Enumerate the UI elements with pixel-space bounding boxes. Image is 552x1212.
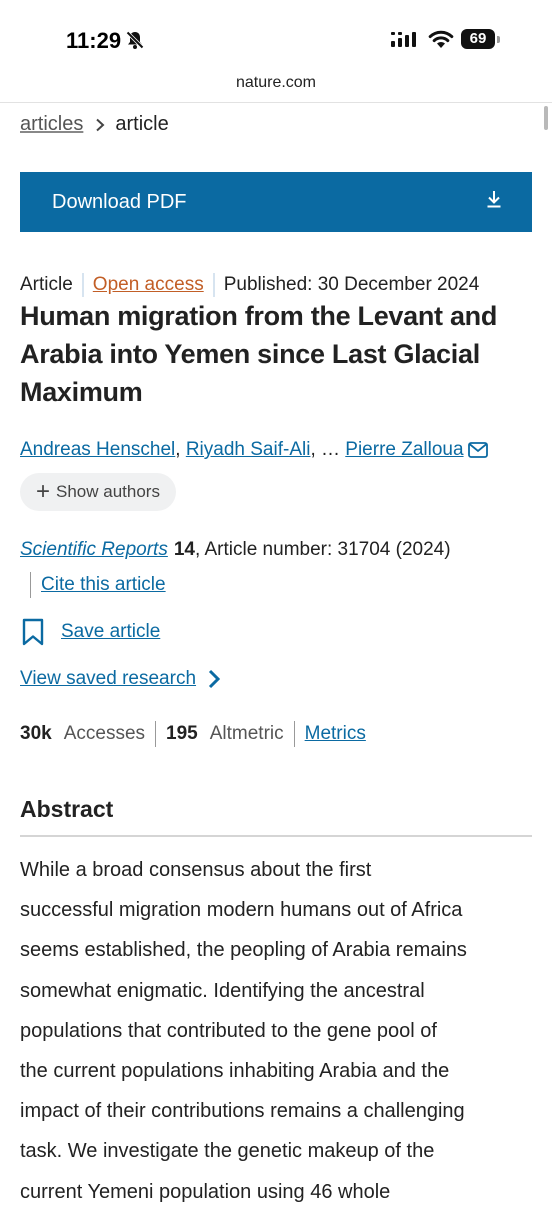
- cite-article-link[interactable]: Cite this article: [41, 574, 166, 595]
- author-link[interactable]: Andreas Henschel: [20, 439, 176, 460]
- abstract-divider: [20, 835, 532, 837]
- metrics-row: [20, 721, 366, 747]
- show-authors-label: Show authors: [56, 482, 160, 501]
- battery-icon: 69: [461, 29, 495, 49]
- plus-icon: +: [36, 478, 51, 505]
- abstract-line: populations that contributed to the gene pool of: [20, 1019, 437, 1042]
- abstract-line: successful migration modern humans out of Africa: [20, 899, 463, 922]
- accesses-label: Accesses: [63, 723, 146, 744]
- abstract-line: task. We investigate the genetic makeup of the: [20, 1140, 435, 1163]
- metrics-link[interactable]: Metrics: [304, 723, 366, 744]
- download-icon: [486, 190, 502, 214]
- wifi-icon: [428, 30, 454, 55]
- status-bar: [0, 0, 552, 70]
- article-title: Human migration from the Levant and Arabia into Yemen since Last Glacial Maximum: [20, 301, 498, 407]
- abstract-line: seems established, the peopling of Arabia remains: [20, 939, 467, 962]
- view-saved-research-label: View saved research: [20, 668, 197, 689]
- breadcrumb-current: article: [115, 113, 169, 135]
- journal-volume: 14: [173, 539, 195, 560]
- meta-divider: [213, 273, 215, 297]
- journal-citation: [20, 539, 451, 561]
- abstract-line: somewhat enigmatic. Identifying the ancestral: [20, 979, 425, 1002]
- scrollbar[interactable]: [544, 106, 548, 130]
- download-pdf-label: Download PDF: [52, 190, 187, 213]
- chevron-right-icon: [95, 118, 105, 132]
- published-date: Published: 30 December 2024: [223, 274, 480, 295]
- abstract-text: [20, 850, 532, 1212]
- breadcrumb: [20, 113, 169, 136]
- journal-link[interactable]: Scientific Reports: [20, 539, 168, 560]
- status-time: 11:29: [66, 28, 122, 53]
- article-meta: [20, 273, 479, 297]
- author-link[interactable]: Pierre Zalloua: [345, 439, 464, 460]
- metrics-divider: [155, 721, 156, 747]
- author-list: [20, 439, 488, 461]
- abstract-heading: Abstract: [20, 796, 114, 822]
- abstract-line: impact of their contributions remains a challenging: [20, 1100, 465, 1123]
- download-pdf-button[interactable]: [20, 172, 532, 232]
- metrics-divider: [294, 721, 295, 747]
- browser-url[interactable]: nature.com: [235, 74, 317, 91]
- abstract-line: While a broad consensus about the first: [20, 859, 372, 881]
- author-link[interactable]: Riyadh Saif-Ali: [185, 439, 311, 460]
- article-type: Article: [20, 274, 73, 295]
- author-separator: ,: [175, 439, 181, 460]
- cite-row: [30, 571, 166, 599]
- bell-muted-icon: [125, 30, 145, 55]
- open-access-link[interactable]: Open access: [92, 274, 204, 295]
- altmetric-label: Altmetric: [209, 723, 284, 744]
- show-authors-button[interactable]: [20, 473, 176, 511]
- view-saved-research-link[interactable]: [20, 668, 220, 690]
- journal-details: , Article number: 31704 (2024): [194, 539, 451, 560]
- breadcrumb-articles-link[interactable]: articles: [20, 113, 84, 135]
- abstract-line: the current populations inhabiting Arabia and the: [20, 1060, 450, 1083]
- chevron-right-icon: [208, 669, 220, 689]
- author-ellipsis: …: [321, 439, 340, 460]
- save-article-button[interactable]: [22, 618, 160, 646]
- bookmark-icon: [22, 618, 44, 646]
- email-icon[interactable]: [468, 442, 488, 458]
- cite-divider: [30, 572, 31, 598]
- cellular-signal-icon: [391, 32, 419, 53]
- author-separator: ,: [310, 439, 316, 460]
- url-divider: [0, 102, 552, 103]
- meta-divider: [82, 273, 84, 297]
- accesses-count: 30k: [20, 723, 52, 744]
- altmetric-count: 195: [166, 723, 198, 744]
- abstract-line: current Yemeni population using 46 whole: [20, 1180, 391, 1203]
- save-article-label: Save article: [61, 621, 161, 642]
- battery-cap: [497, 36, 500, 43]
